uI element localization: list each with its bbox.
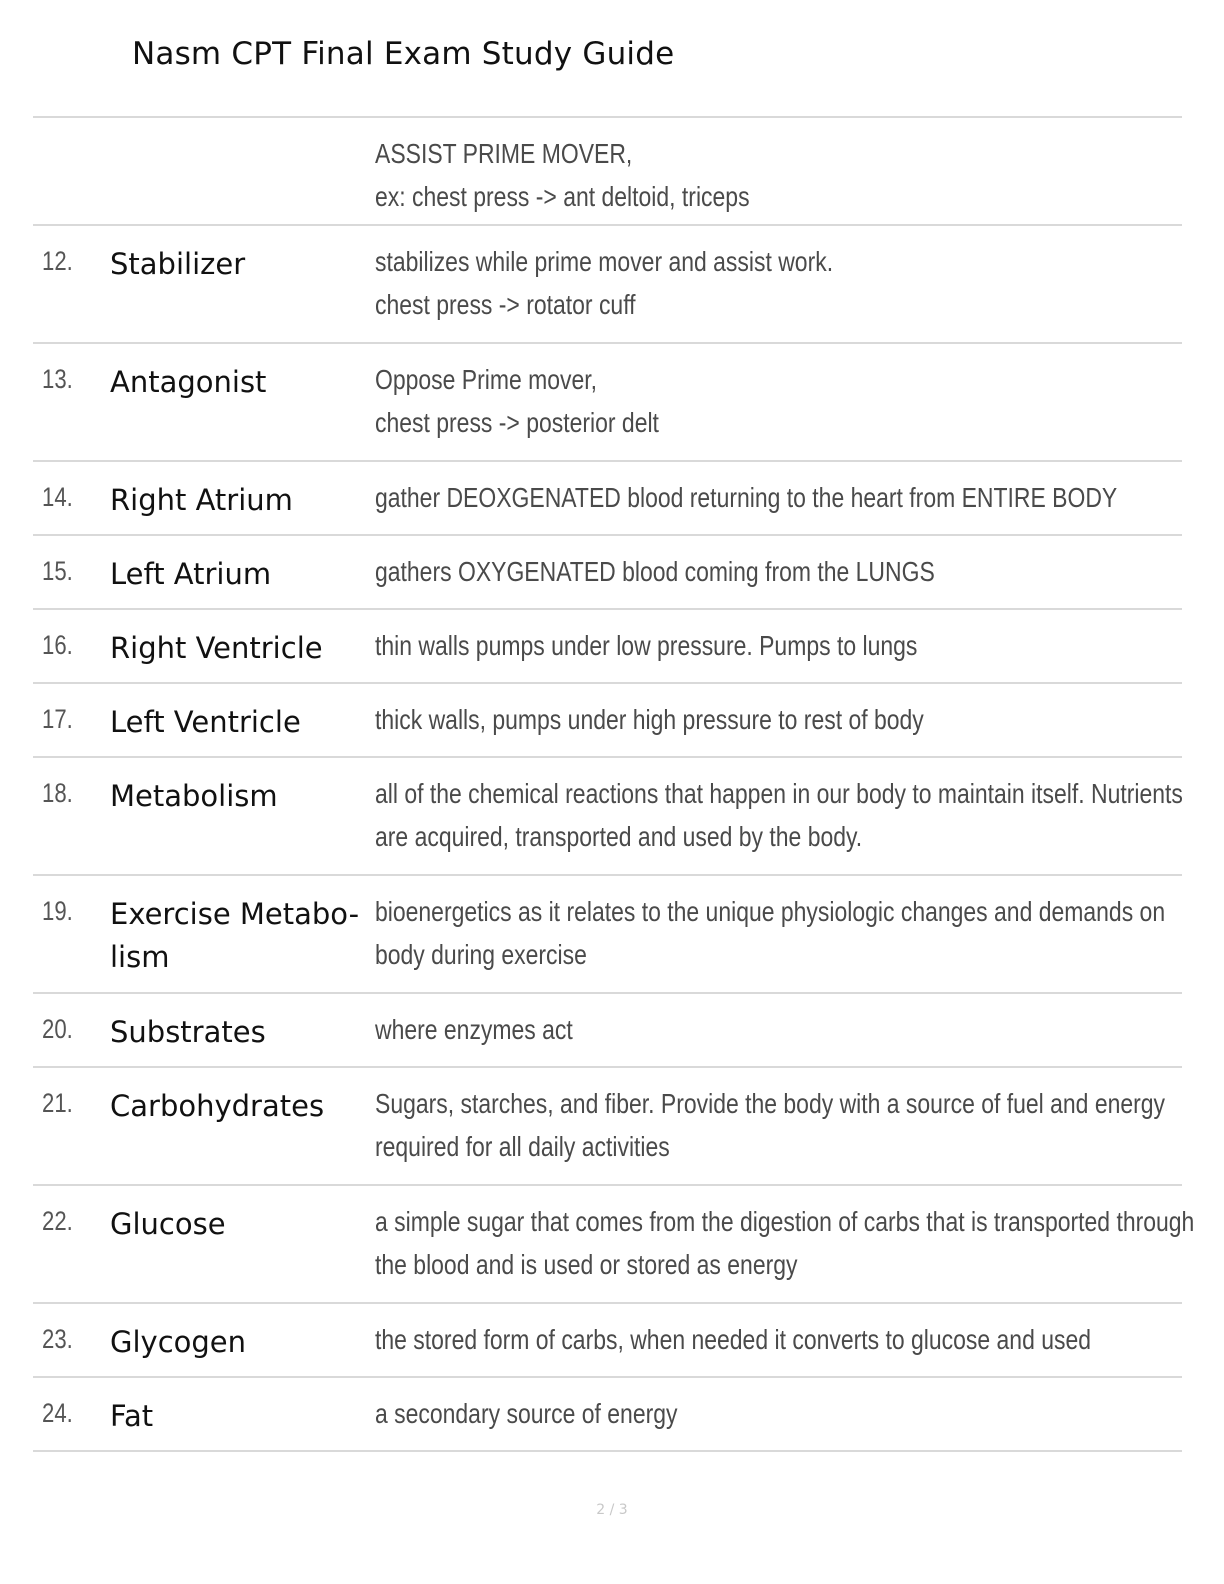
definition-line: chest press -> posterior delt bbox=[375, 407, 659, 438]
row-term: Stabilizer bbox=[110, 247, 246, 281]
page-indicator: 2 / 3 bbox=[596, 1502, 628, 1518]
row-number: 24. bbox=[42, 1398, 73, 1428]
row-term: Left Atrium bbox=[110, 557, 272, 591]
table-row bbox=[33, 536, 1182, 610]
row-definition bbox=[375, 1392, 1162, 1435]
row-definition bbox=[375, 698, 1162, 741]
row-term: Glucose bbox=[110, 1207, 226, 1241]
table-row bbox=[33, 462, 1182, 536]
row-number: 17. bbox=[42, 704, 73, 734]
table-row bbox=[33, 1304, 1182, 1378]
row-number: 16. bbox=[42, 630, 73, 660]
definition-line: stabilizes while prime mover and assist work. bbox=[375, 246, 834, 277]
definition-line: bioenergetics as it relates to the unique physiologic changes and demands on bbox=[375, 896, 1166, 927]
table-row bbox=[33, 118, 1182, 226]
row-number: 23. bbox=[42, 1324, 73, 1354]
row-definition bbox=[375, 772, 1183, 858]
row-number: 19. bbox=[42, 896, 73, 926]
table-row bbox=[33, 684, 1182, 758]
definition-line: the stored form of carbs, when needed it converts to glucose and used bbox=[375, 1324, 1092, 1355]
row-term: Antagonist bbox=[110, 365, 267, 399]
definition-line: thin walls pumps under low pressure. Pumps to lungs bbox=[375, 630, 918, 661]
row-definition bbox=[375, 132, 1162, 218]
table-row bbox=[33, 344, 1182, 462]
row-number: 18. bbox=[42, 778, 73, 808]
definition-line: are acquired, transported and used by the body. bbox=[375, 821, 863, 852]
row-number: 15. bbox=[42, 556, 73, 586]
row-number: 14. bbox=[42, 482, 73, 512]
row-definition bbox=[375, 890, 1166, 976]
table-row bbox=[33, 1068, 1182, 1186]
row-definition bbox=[375, 358, 1162, 444]
row-term: Carbohydrates bbox=[110, 1089, 325, 1123]
row-term: Exercise Metabo-lism bbox=[110, 897, 360, 974]
row-definition bbox=[375, 624, 1162, 667]
row-term: Substrates bbox=[110, 1015, 266, 1049]
definition-line: Sugars, starches, and fiber. Provide the body with a source of fuel and energy bbox=[375, 1088, 1166, 1119]
definition-line: body during exercise bbox=[375, 939, 587, 970]
definition-line: a simple sugar that comes from the digestion of carbs that is transported through bbox=[375, 1206, 1195, 1237]
definition-line: chest press -> rotator cuff bbox=[375, 289, 636, 320]
table-row bbox=[33, 758, 1182, 876]
row-number: 20. bbox=[42, 1014, 73, 1044]
definition-line: all of the chemical reactions that happen in our body to maintain itself. Nutrients bbox=[375, 778, 1183, 809]
row-term: Right Atrium bbox=[110, 483, 293, 517]
table-row bbox=[33, 876, 1182, 994]
table-row bbox=[33, 610, 1182, 684]
term-table bbox=[33, 116, 1195, 1452]
row-definition bbox=[375, 550, 1162, 593]
definition-line: Oppose Prime mover, bbox=[375, 364, 598, 395]
row-term: Left Ventricle bbox=[110, 705, 301, 739]
row-number: 22. bbox=[42, 1206, 73, 1236]
row-definition bbox=[375, 476, 1162, 519]
definition-line: a secondary source of energy bbox=[375, 1398, 678, 1429]
table-row bbox=[33, 226, 1182, 344]
row-definition bbox=[375, 1008, 1162, 1051]
row-definition bbox=[375, 1318, 1162, 1361]
row-term: Metabolism bbox=[110, 779, 278, 813]
definition-line: required for all daily activities bbox=[375, 1131, 670, 1162]
row-number: 21. bbox=[42, 1088, 73, 1118]
definition-line: where enzymes act bbox=[375, 1014, 573, 1045]
row-number: 12. bbox=[42, 246, 73, 276]
definition-line: thick walls, pumps under high pressure to rest of body bbox=[375, 704, 924, 735]
row-definition bbox=[375, 240, 1162, 326]
table-row bbox=[33, 994, 1182, 1068]
row-definition bbox=[375, 1200, 1195, 1286]
definition-line: ex: chest press -> ant deltoid, triceps bbox=[375, 181, 750, 212]
definition-line: gather DEOXGENATED blood returning to the heart from ENTIRE BODY bbox=[375, 482, 1118, 513]
row-term: Fat bbox=[110, 1399, 154, 1433]
definition-line: the blood and is used or stored as energy bbox=[375, 1249, 798, 1280]
row-term: Glycogen bbox=[110, 1325, 247, 1359]
definition-line: ASSIST PRIME MOVER, bbox=[375, 138, 633, 169]
table-row bbox=[33, 1378, 1182, 1452]
row-number: 13. bbox=[42, 364, 73, 394]
table-row bbox=[33, 1186, 1195, 1304]
definition-line: gathers OXYGENATED blood coming from the LUNGS bbox=[375, 556, 935, 587]
row-definition bbox=[375, 1082, 1166, 1168]
page-title: Nasm CPT Final Exam Study Guide bbox=[132, 36, 675, 72]
row-term: Right Ventricle bbox=[110, 631, 323, 665]
